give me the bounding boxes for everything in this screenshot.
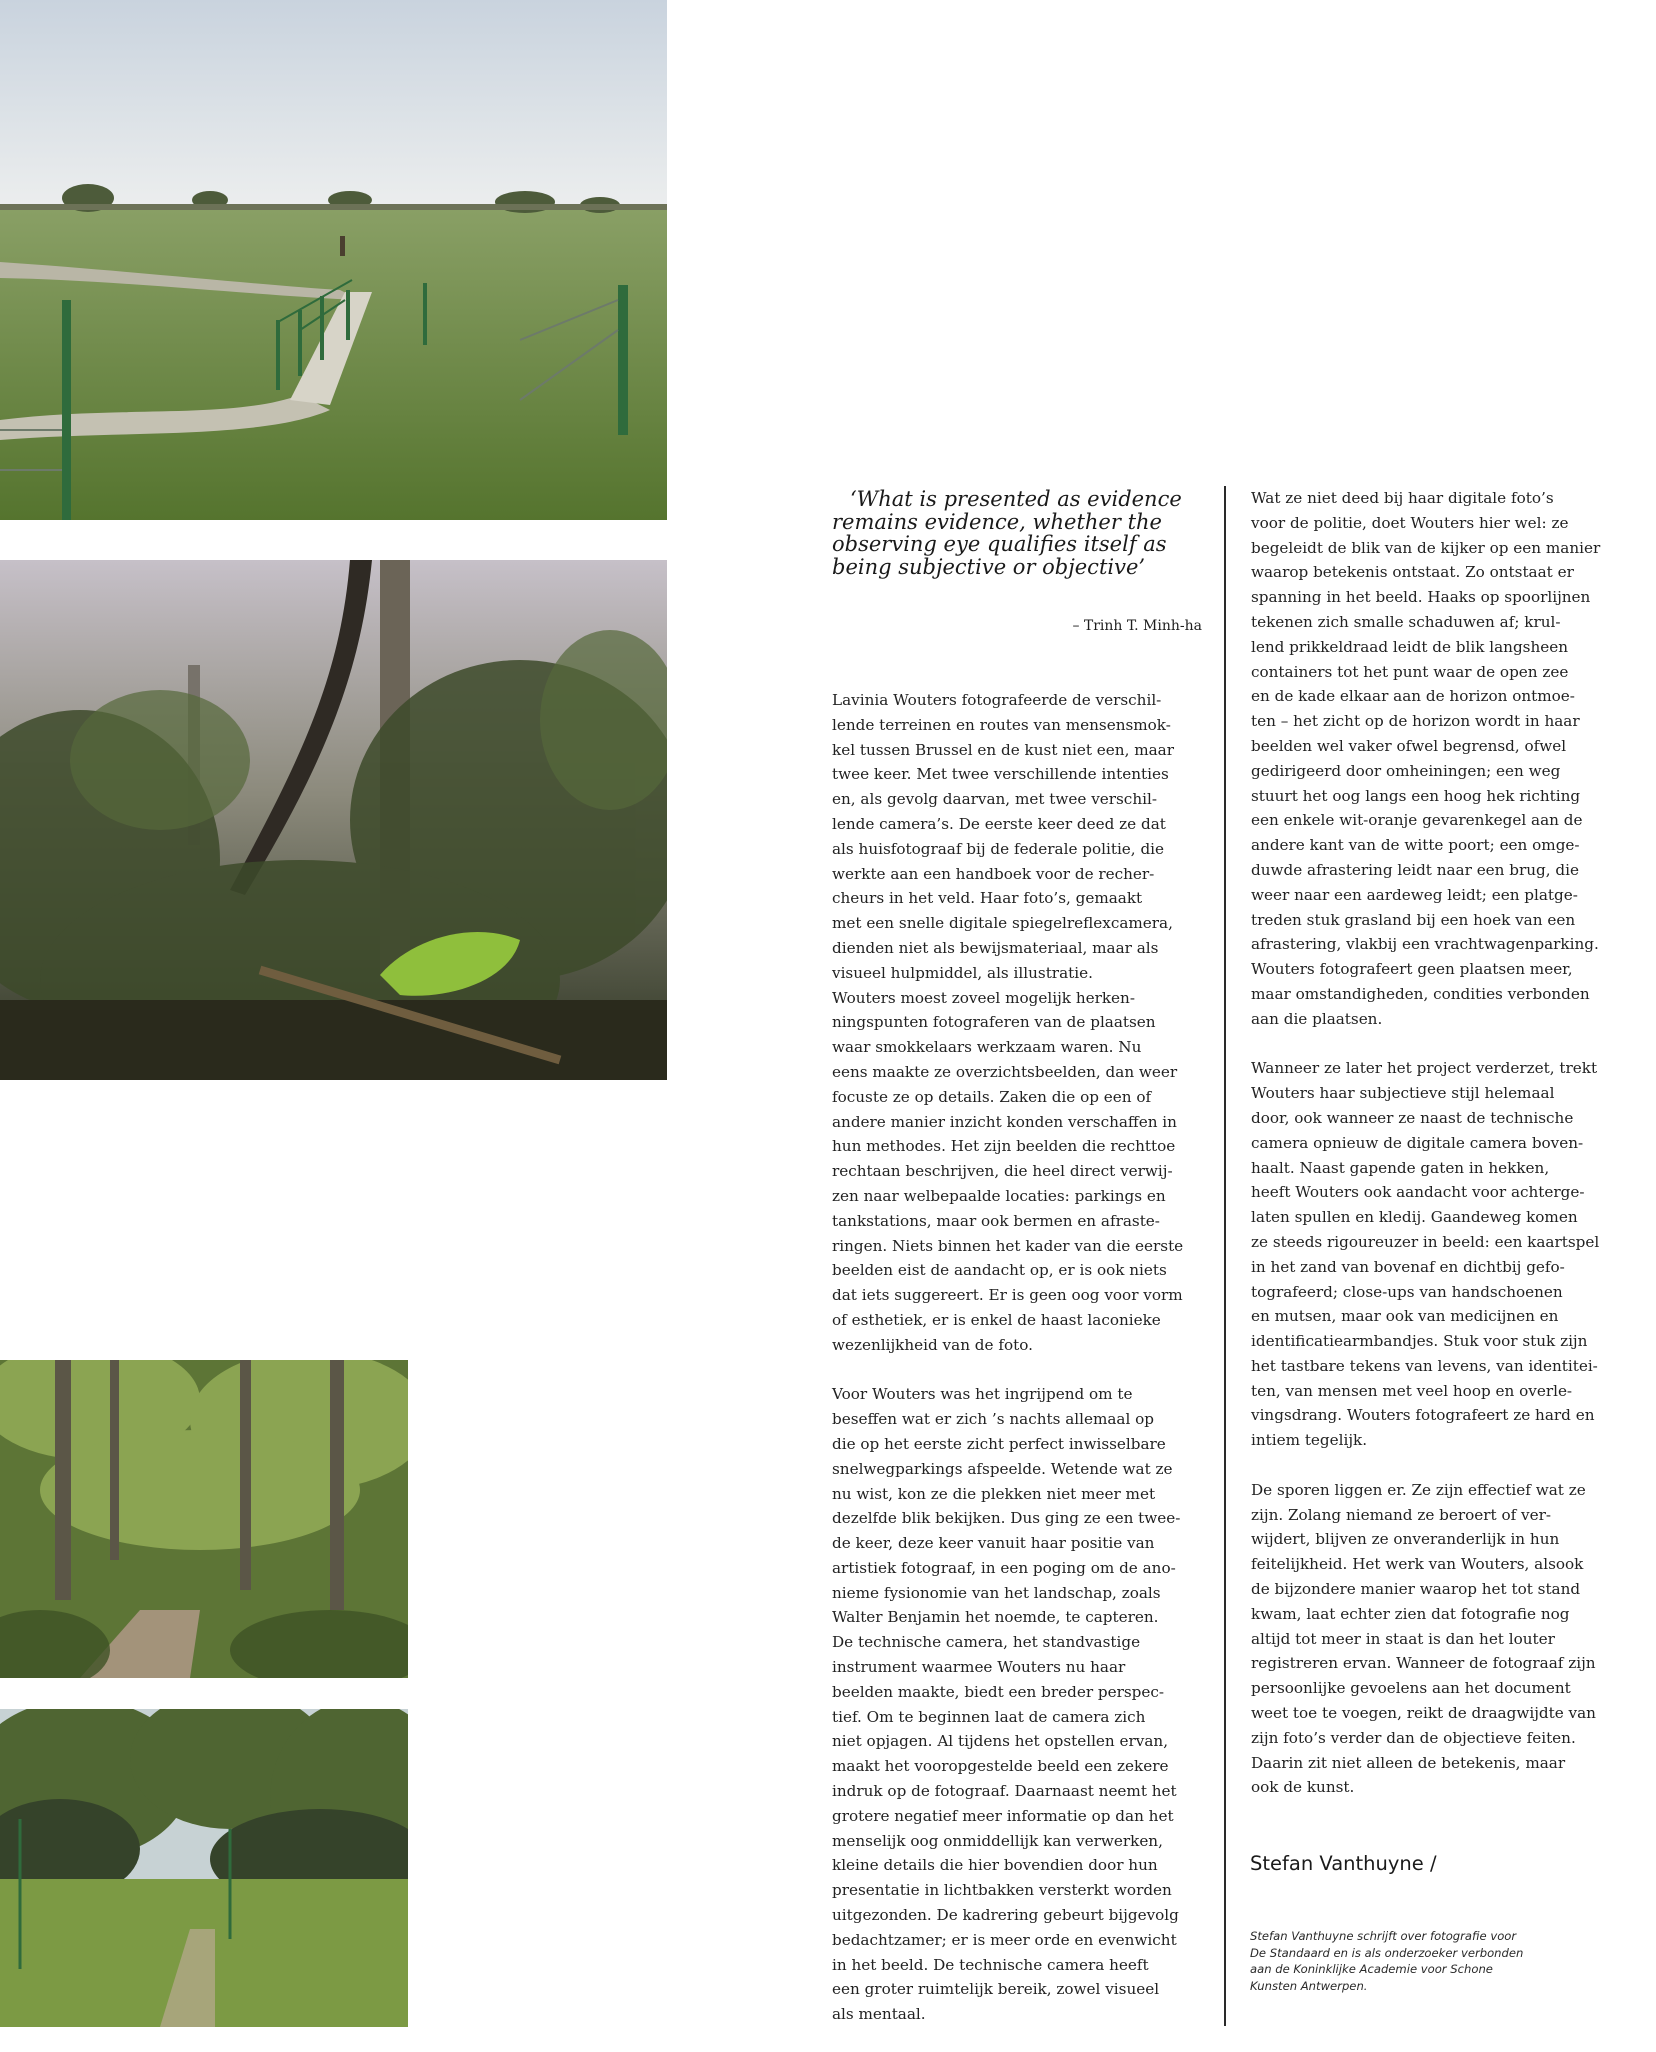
paragraph: Wat ze niet deed bij haar digitale foto’s voor de politie, doet Wouters hier wel: ze begeleidt de blik van de kijker op een manier waarop betekenis ontstaat. Zo ontstaat er spanning in het beeld. Haaks op spoorlijnen tekenen zich smalle schaduwen af; krul- lend prikkeldraad leidt de blik langsheen containers tot het punt waar de open zee en de kade elkaar aan de horizon ontmoe- ten – het zicht op de horizon wordt in haar beelden wel vaker ofwel begrensd, ofwel gedirigeerd door omheiningen; een weg stuurt het oog langs een hoog hek richting een enkele wit-oranje gevarenkegel aan de andere kant van de witte poort; een omge- duwde afrastering leidt naar een brug, die weer naar een aardeweg leidt; een platge- treden stuk grasland bij een hoek van een afrastering, vlakbij een vrachtwagenparking. Wouters fotografeert geen plaatsen meer, maar omstandigheden, condities verbonden aan die plaatsen. [1251,489,1601,1028]
paragraph: De sporen liggen er. Ze zijn effectief wat ze zijn. Zolang niemand ze beroert of ver- wijdert, blijven ze onveranderlijk in hun feitelijkheid. Het werk van Wouters, alsook de bijzondere manier waarop het tot stand kwam, laat echter zien dat fotografie nog altijd tot meer in staat is dan het louter registreren ervan. Wanneer de fotograaf zijn persoonlijke gevoelens aan het document weet toe te voegen, reikt de draagwijdte van zijn foto’s verder dan de objectieve feiten. Daarin zit niet alleen de betekenis, maar ook de kunst. [1251,1480,1596,1797]
author-bio: Stefan Vanthuyne schrijft over fotografie voor De Standaard en is als onderzoeker verbonden aan de Koninklijke Academie voor Schone Kunsten Antwerpen. [1250,1929,1524,1993]
thicket-photo [0,560,667,1080]
quote-attribution: – Trinh T. Minh-ha [1072,618,1202,634]
paragraph: Wanneer ze later het project verderzet, trekt Wouters haar subjectieve stijl helemaal door, ook wanneer ze naast de technische camera opnieuw de digitale camera boven- haalt. Naast gapende gaten in hekken, heeft Wouters ook aandacht voor achterge- laten spullen en kledij. Gaandeweg komen ze steeds rigoureuzer in beeld: een kaartspel in het zand van bovenaf en dichtbij gefo- tografeerd; close-ups van handschoenen en mutsen, maar ook van medicijnen en identificatiearmbandjes. Stuk voor stuk zijn het tastbare tekens van levens, van identitei- ten, van mensen met veel hoop en overle- vingsdrang. Wouters fotografeert ze hard en intiem tegelijk. [1251,1059,1600,1450]
pull-quote: ‘What is presented as evidence remains evidence, whether the observing eye qualifies itself as being subjective or objective’ [832,487,1182,579]
thicket-sleeping-bag-icon [0,560,667,1080]
paragraph: Lavinia Wouters fotografeerde de verschil- lende terreinen en routes van mensensmok- kel tussen Brussel en de kust niet een, maar twee keer. Met twee verschillende intenties en, als gevolg daarvan, met twee verschil- lende camera’s. De eerste keer deed ze dat als huisfotograaf bij de federale politie, die werkte aan een handboek voor de recher- cheurs in het veld. Haar foto’s, gemaakt met een snelle digitale spiegelreflexcamera, dienden niet als bewijsmateriaal, maar als visueel hulpmiddel, als illustratie. Wouters moest zoveel mogelijk herken- ningspunten fotograferen van de plaatsen waar smokkelaars werkzaam waren. Nu eens maakte ze overzichtsbeelden, dan weer focuste ze op details. Zaken die op een of andere manier inzicht konden verschaffen in hun methodes. Het zijn beelden die rechttoe rechtaan beschrijven, die heel direct verwij- zen naar welbepaalde locaties: parkings en tankstations, maar ook bermen en afraste- ringen. Niets binnen het kader van die eerste beelden eist de aandacht op, er is ook niets dat iets suggereert. Er is geen oog voor vorm of esthetiek, er is enkel de haast laconieke wezenlijkheid van de foto. [832,691,1184,1354]
column-divider [1224,486,1226,2026]
grassy-clearing-fence-icon [0,1709,408,2027]
author-name: Stefan Vanthuyne / [1250,1852,1437,1875]
woodland-path-icon [0,1360,408,1678]
paragraph: Voor Wouters was het ingrijpend om te beseffen wat er zich ’s nachts allemaal op die op het eerste zicht perfect inwisselbare snelwegparkings afspeelde. Wetende wat ze nu wist, kon ze die plekken niet meer met dezelfde blik bekijken. Dus ging ze een twee- de keer, deze keer vanuit haar positie van artistiek fotograaf, in een poging om de ano- nieme fysionomie van het landschap, zoals Walter Benjamin het noemde, te capteren. De technische camera, het standvastige instrument waarmee Wouters nu haar beelden maakte, biedt een breder perspec- tief. Om te beginnen laat de camera zich niet opjagen. Al tijdens het opstellen ervan, maakt het vooropgestelde beeld een zekere indruk op de fotograaf. Daarnaast neemt het grotere negatief meer informatie op dan het menselijk oog onmiddellijk kan verwerken, kleine details die hier bovendien door hun presentatie in lichtbakken versterkt worden uitgezonden. De kadrering gebeurt bijgevolg bedachtzamer; er is meer orde en evenwicht in het beeld. De technische camera heeft een groter ruimtelijk bereik, zowel visueel als mentaal. [832,1385,1181,2024]
grassy-clearing-photo [0,1709,408,2027]
woodland-path-photo [0,1360,408,1678]
landscape-bridge-fence-icon [0,0,667,520]
article-column-left [832,688,1212,2052]
landscape-photo [0,0,667,520]
article-column-right [1251,486,1631,1825]
